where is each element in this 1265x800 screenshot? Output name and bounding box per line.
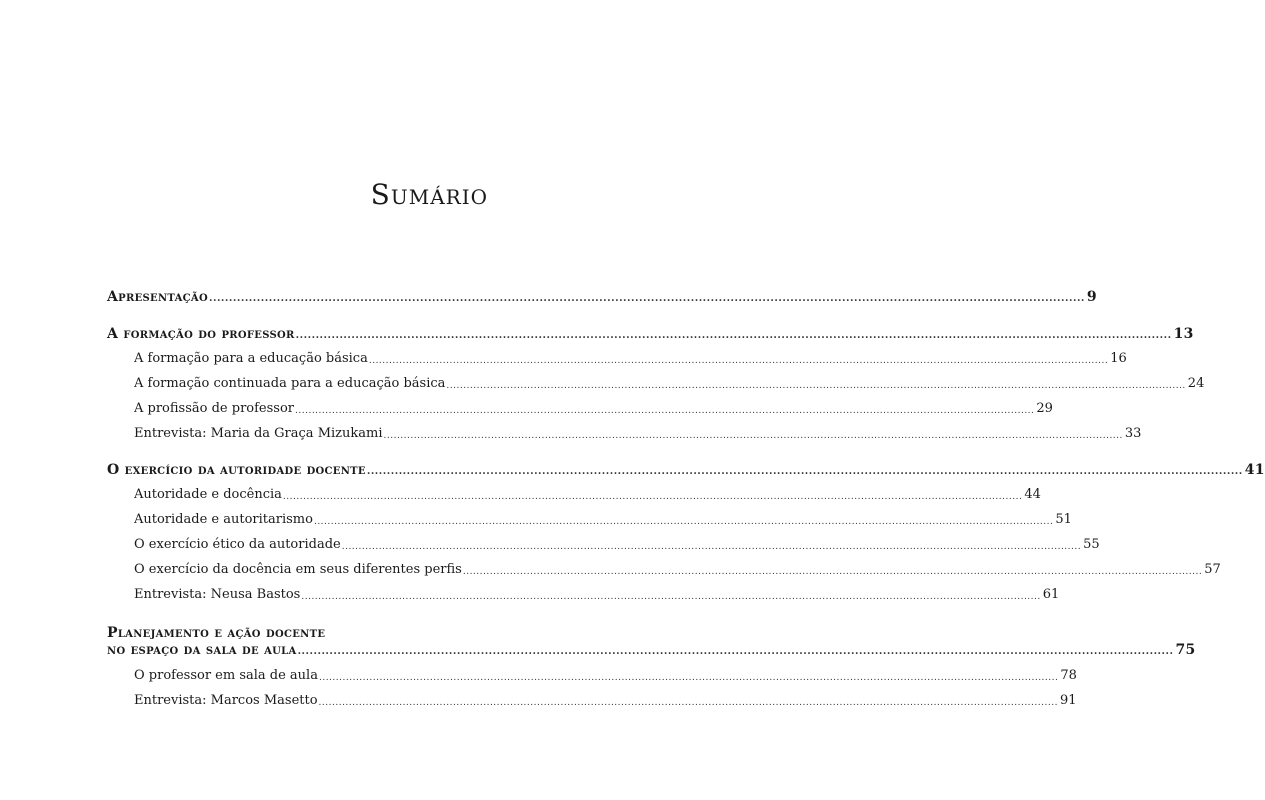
toc-entry-page: 24 <box>1187 376 1205 391</box>
toc-entry-page: 91 <box>1059 693 1077 708</box>
toc-section[interactable] <box>107 586 1060 604</box>
toc-entry-page: 55 <box>1083 537 1100 552</box>
toc-section[interactable] <box>107 375 1205 393</box>
toc-entry-apresentacao[interactable] <box>107 288 1097 306</box>
toc-entry-page: 29 <box>1036 401 1053 416</box>
toc-section[interactable] <box>107 400 1053 418</box>
leader-dots: ............................................................................................................................................................................................................................ <box>366 466 1243 477</box>
leader-dots: ............................................................................................................................................................................................................................ <box>282 492 1023 502</box>
toc-section[interactable] <box>107 350 1127 368</box>
toc-section[interactable] <box>107 692 1077 710</box>
toc-section[interactable] <box>107 511 1072 529</box>
leader-dots: ............................................................................................................................................................................................................................ <box>208 293 1085 304</box>
toc-entry-label: Apresentação <box>107 289 208 305</box>
toc-entry-label: Entrevista: Maria da Graça Mizukami <box>134 426 383 441</box>
leader-dots: ............................................................................................................................................................................................................................ <box>383 431 1123 441</box>
toc-entry-label: A formação continuada para a educação básica <box>134 376 446 391</box>
leader-dots: ............................................................................................................................................................................................................................ <box>341 542 1082 552</box>
toc-entry-page: 33 <box>1124 426 1142 441</box>
toc-chapter-formacao[interactable] <box>107 325 1194 343</box>
toc-entry-page: 16 <box>1110 351 1127 366</box>
leader-dots: ............................................................................................................................................................................................................................ <box>301 592 1041 602</box>
leader-dots: ............................................................................................................................................................................................................................ <box>313 517 1054 527</box>
toc-entry-label: A formação para a educação básica <box>134 351 368 366</box>
toc-entry-page: 51 <box>1055 512 1072 527</box>
toc-entry-label: Entrevista: Neusa Bastos <box>134 587 301 602</box>
leader-dots: ............................................................................................................................................................................................................................ <box>318 698 1058 708</box>
toc-entry-label: Autoridade e docência <box>134 487 282 502</box>
toc-section[interactable] <box>107 667 1077 685</box>
leader-dots: ............................................................................................................................................................................................................................ <box>297 646 1174 657</box>
toc-entry-label: A formação do professor <box>107 326 295 342</box>
toc-entry-label: O exercício da autoridade docente <box>107 462 366 478</box>
toc-entry-label: Entrevista: Marcos Masetto <box>134 693 318 708</box>
toc-section[interactable] <box>107 536 1100 554</box>
toc-entry-label: A profissão de professor <box>134 401 295 416</box>
leader-dots: ............................................................................................................................................................................................................................ <box>318 673 1059 683</box>
toc-section[interactable] <box>107 425 1142 443</box>
toc-entry-label: O exercício da docência em seus diferentes perfis <box>134 562 462 577</box>
toc-entry-page: 41 <box>1244 462 1265 478</box>
leader-dots: ............................................................................................................................................................................................................................ <box>295 330 1172 341</box>
toc-chapter-autoridade[interactable] <box>107 461 1265 479</box>
toc-entry-page: 61 <box>1042 587 1060 602</box>
toc-entry-page: 75 <box>1175 642 1196 658</box>
leader-dots: ............................................................................................................................................................................................................................ <box>462 567 1203 577</box>
toc-entry-page: 13 <box>1173 326 1194 342</box>
toc-entry-label: Autoridade e autoritarismo <box>134 512 313 527</box>
toc-entry-label: O exercício ético da autoridade <box>134 537 341 552</box>
toc-entry-page: 44 <box>1024 487 1041 502</box>
toc-entry-page: 57 <box>1204 562 1221 577</box>
leader-dots: ............................................................................................................................................................................................................................ <box>368 356 1109 366</box>
toc-chapter-planejamento-line1[interactable]: Planejamento e ação docente <box>107 625 326 641</box>
toc-entry-label: no espaço da sala de aula <box>107 642 297 658</box>
toc-section[interactable] <box>107 561 1221 579</box>
leader-dots: ............................................................................................................................................................................................................................ <box>295 406 1035 416</box>
toc-entry-label: O professor em sala de aula <box>134 668 318 683</box>
toc-entry-page: 9 <box>1086 289 1097 305</box>
toc-entry-page: 78 <box>1060 668 1077 683</box>
page-title: Sumário <box>370 178 488 211</box>
toc-chapter-planejamento[interactable] <box>107 641 1196 659</box>
leader-dots: ............................................................................................................................................................................................................................ <box>446 381 1186 391</box>
toc-section[interactable] <box>107 486 1041 504</box>
